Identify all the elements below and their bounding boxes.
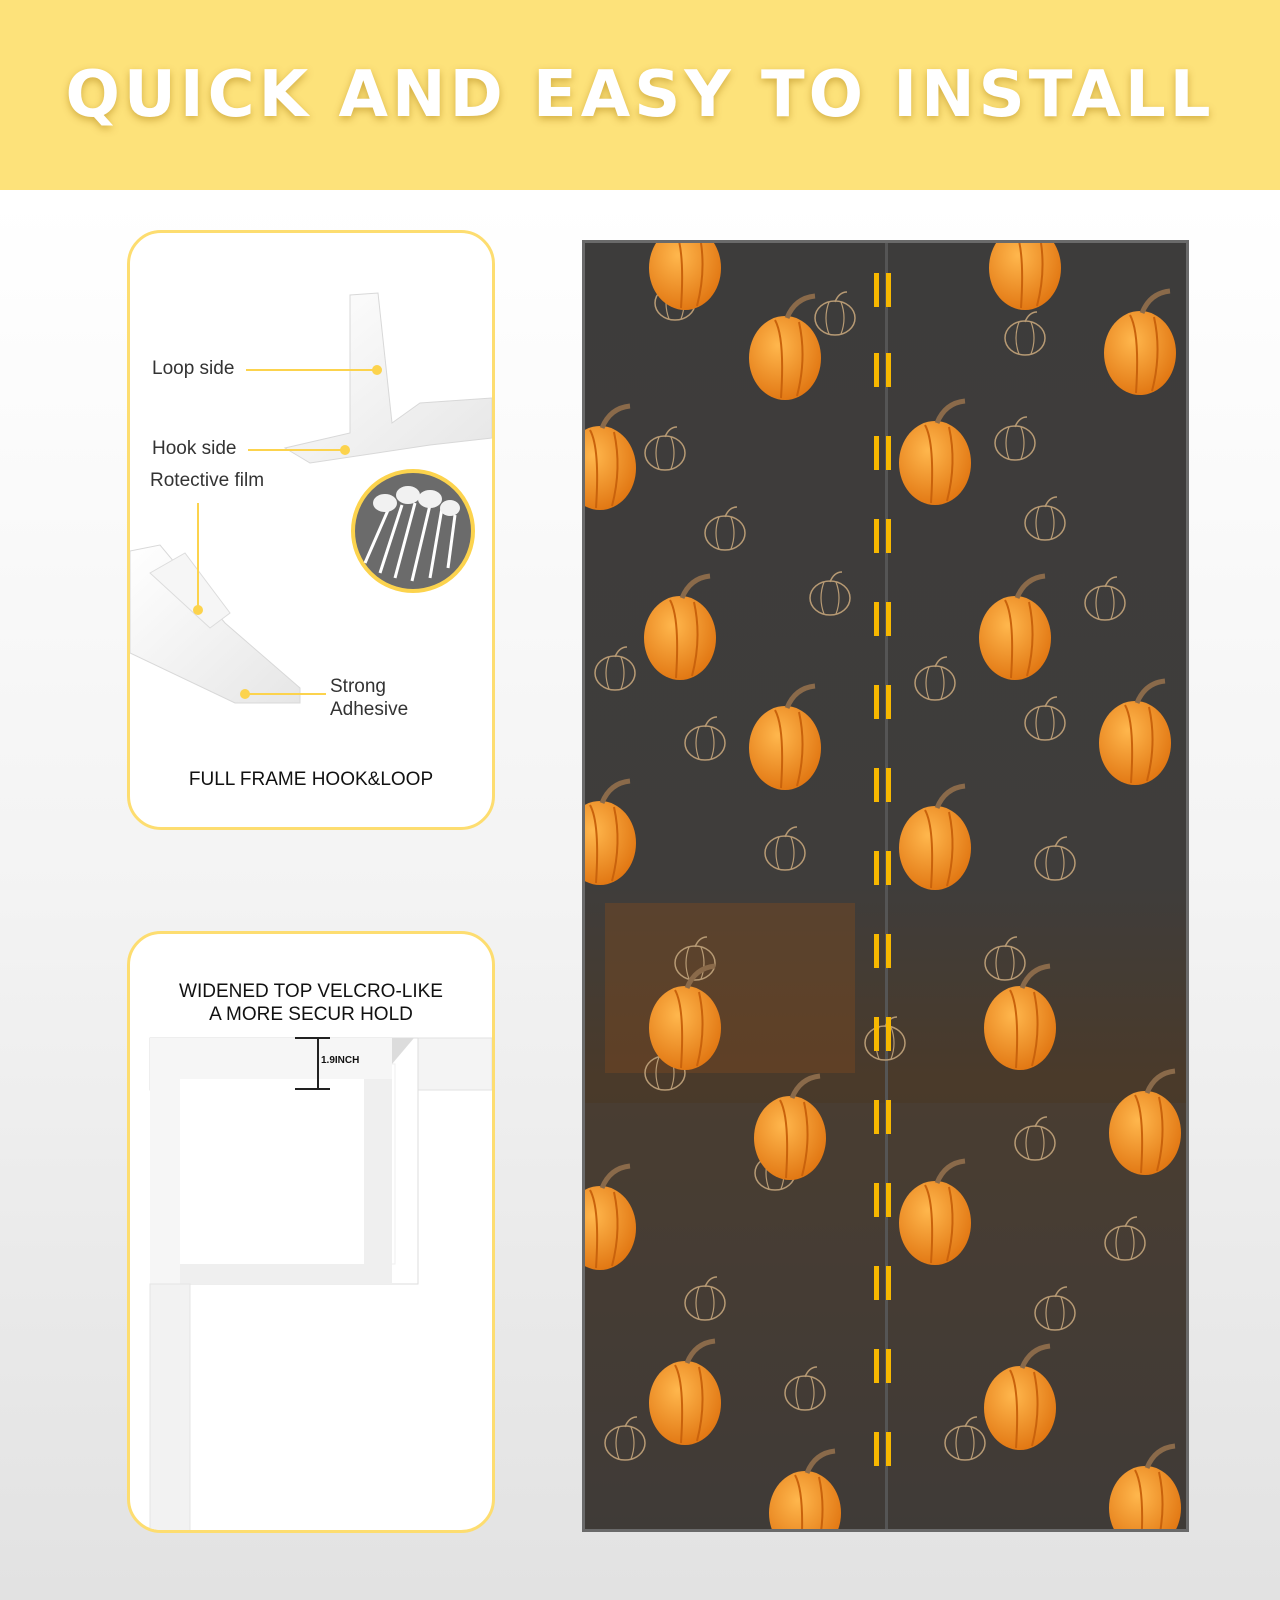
hook-side-leader	[248, 449, 344, 451]
magnet-strip	[585, 243, 1186, 1529]
hook-loop-card	[127, 230, 495, 830]
measurement-label: 1.9INCH	[321, 1055, 360, 1066]
hook-side-label: Hook side	[152, 438, 237, 459]
hook-side-dot	[340, 445, 350, 455]
hook-loop-caption: FULL FRAME HOOK&LOOP	[188, 769, 434, 790]
widened-top-card	[127, 931, 495, 1533]
strong-adhesive-dot	[240, 689, 250, 699]
loop-side-leader	[246, 369, 374, 371]
loop-side-dot	[372, 365, 382, 375]
strong-adhesive-leader	[248, 693, 326, 695]
protective-film-label: Rotective film	[150, 470, 265, 491]
banner-title: QUICK AND EASY TO INSTALL	[65, 58, 1215, 132]
strong-adhesive-label-line2: Adhesive	[330, 699, 409, 720]
velcro-strip-illustration	[130, 233, 495, 830]
magnetic-door-screen	[582, 240, 1189, 1532]
protective-film-dot	[193, 605, 203, 615]
loop-side-label: Loop side	[152, 358, 235, 379]
widened-top-heading-line1: WIDENED TOP VELCRO-LIKE	[179, 981, 443, 1002]
velcro-frame-illustration	[130, 934, 495, 1533]
widened-top-heading-line2: A MORE SECUR HOLD	[209, 1004, 413, 1025]
strong-adhesive-label-line1: Strong	[330, 676, 386, 697]
protective-film-leader	[197, 503, 199, 607]
banner	[0, 0, 1280, 190]
